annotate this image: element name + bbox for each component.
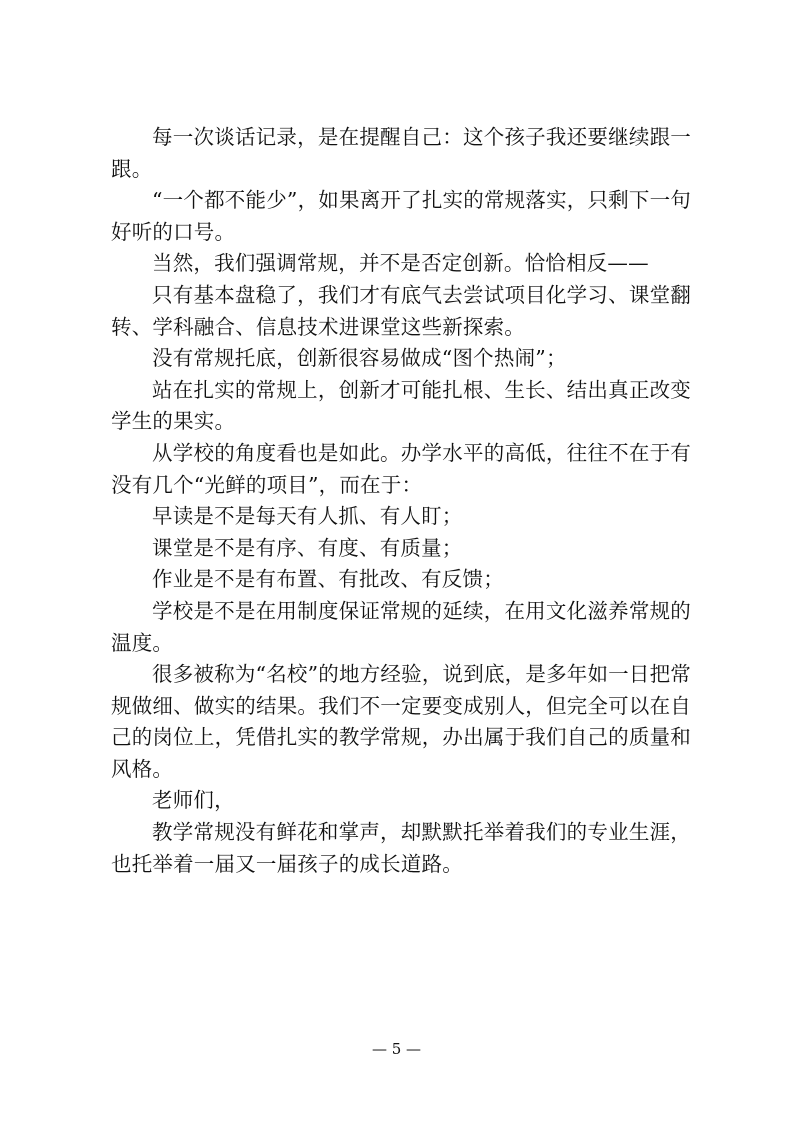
paragraph: 只有基本盘稳了，我们才有底气去尝试项目化学习、课堂翻转、学科融合、信息技术进课堂这些新探索。	[111, 282, 691, 339]
paragraph: 作业是不是有布置、有批改、有反馈；	[152, 567, 504, 592]
paragraph: 从学校的角度看也是如此。办学水平的高低，往往不在于有没有几个“光鲜的项目”，而在于：	[111, 440, 691, 497]
paragraph: 学校是不是在用制度保证常规的延续，在用文化滋养常规的温度。	[111, 598, 691, 655]
paragraph: 很多被称为“名校”的地方经验，说到底，是多年如一日把常规做细、做实的结果。我们不一定要变成别人，但完全可以在自己的岗位上，凭借扎实的教学常规，办出属于我们自己的质量和风格。	[111, 662, 691, 781]
paragraph: 每一次谈话记录，是在提醒自己：这个孩子我还要继续跟一跟。	[111, 125, 691, 181]
paragraph: 当然，我们强调常规，并不是否定创新。恰恰相反——	[152, 251, 649, 276]
paragraph: 教学常规没有鲜花和掌声，却默默托举着我们的专业生涯，也托举着一届又一届孩子的成长道路。	[111, 820, 691, 876]
paragraph: 老师们，	[152, 788, 235, 813]
page-number: — 5 —	[371, 1040, 422, 1058]
paragraph: 课堂是不是有序、有度、有质量；	[152, 535, 463, 560]
paragraph: 早读是不是每天有人抓、有人盯；	[152, 504, 463, 529]
paragraph: 没有常规托底，创新很容易做成“图个热闹”；	[152, 346, 567, 371]
paragraph: “一个都不能少”，如果离开了扎实的常规落实，只剩下一句好听的口号。	[111, 188, 691, 244]
body-text	[111, 122, 691, 880]
paragraph: 站在扎实的常规上，创新才可能扎根、生长、结出真正改变学生的果实。	[111, 377, 691, 434]
